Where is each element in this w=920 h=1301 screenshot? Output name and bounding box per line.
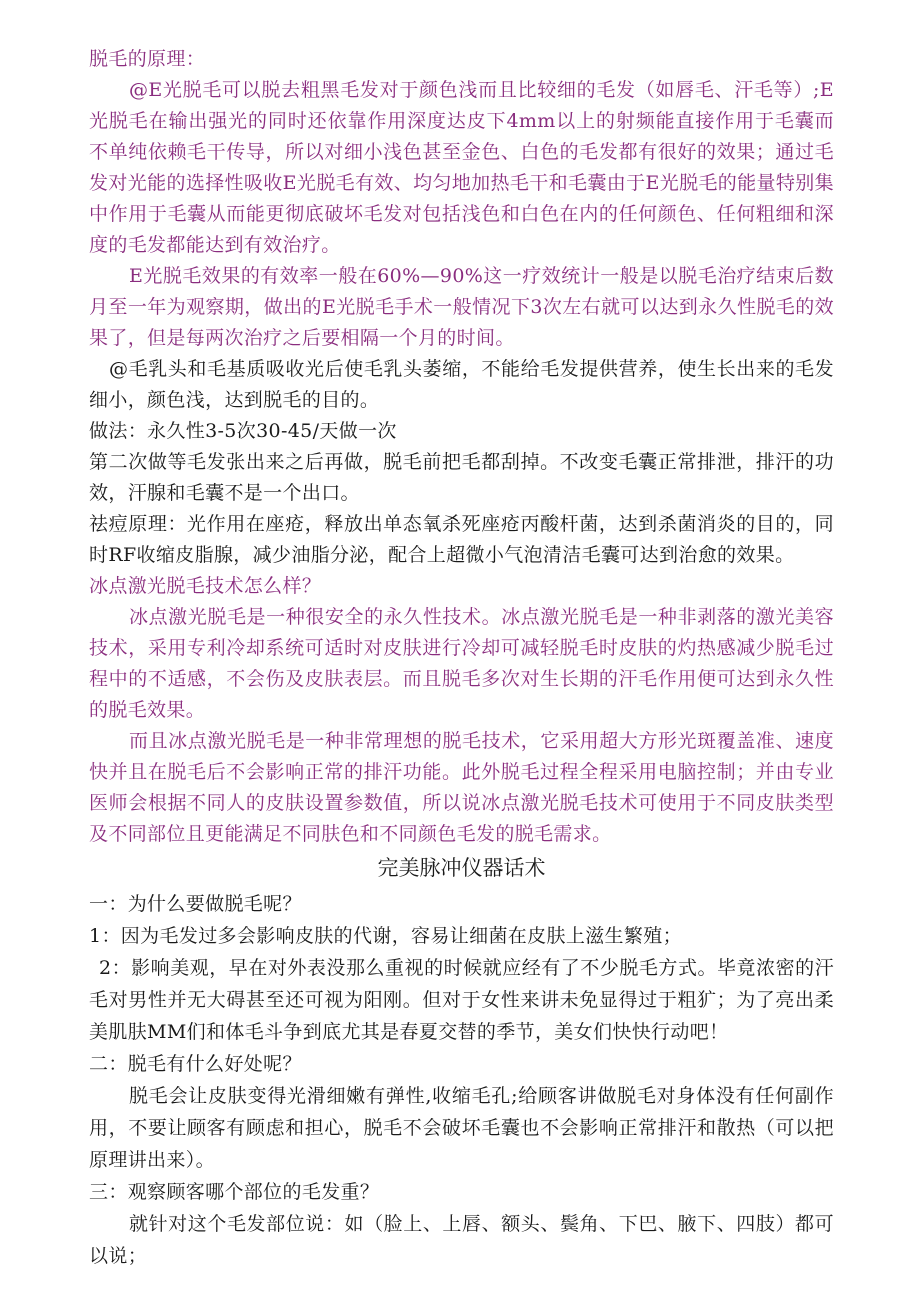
ice-laser-paragraph-1: 冰点激光脱毛是一种很安全的永久性技术。冰点激光脱毛是一种非剥落的激光美容技术，采用专利冷却系统可适时对皮肤进行冷却可减轻脱毛时皮肤的灼热感减少脱毛过程中的不适感，不会伤及皮肤表层。而且脱毛多次对生长期的汗毛作用便可达到永久性的脱毛效果。 [89,606,834,721]
section-title: 完美脉冲仪器话术 [377,856,546,880]
hair-removal-principle-heading: 脱毛的原理： [89,48,206,70]
second-session-paragraph: 第二次做等毛发张出来之后再做，脱毛前把毛都刮掉。不改变毛囊正常排泄，排汗的功效，汗腺和毛囊不是一个出口。 [89,451,834,504]
question-3: 三：观察顾客哪个部位的毛发重？ [89,1181,380,1203]
answer-1-item-2: 2：影响美观，早在对外表没那么重视的时候就应经有了不少脱毛方式。毕竟浓密的汗毛对男性并无大碍甚至还可视为阳刚。但对于女性来讲未免显得过于粗犷；为了亮出柔美肌肤MM们和体毛斗争到底尤其是春夏交替的季节，美女们快快行动吧！ [89,957,834,1043]
e-light-efficacy-paragraph: E光脱毛效果的有效率一般在60%—90%这一疗效统计一般是以脱毛治疗结束后数月至一年为观察期，做出的E光脱毛手术一般情况下3次左右就可以达到永久性脱毛的效果了，但是每两次治疗之后要相隔一个月的时间。 [89,265,834,349]
answer-2: 脱毛会让皮肤变得光滑细嫩有弹性,收缩毛孔;给顾客讲做脱毛对身体没有任何副作用，不要让顾客有顾虑和担心，脱毛不会破坏毛囊也不会影响正常排汗和散热（可以把原理讲出来）。 [89,1085,834,1171]
answer-1-item-1: 1：因为毛发过多会影响皮肤的代谢，容易让细菌在皮肤上滋生繁殖； [89,925,682,947]
ice-laser-paragraph-2: 而且冰点激光脱毛是一种非常理想的脱毛技术，它采用超大方形光斑覆盖准、速度快并且在脱毛后不会影响正常的排汗功能。此外脱毛过程全程采用电脑控制；并由专业医师会根据不同人的皮肤设置参数值，所以说冰点激光脱毛技术可使用于不同皮肤类型及不同部位且更能满足不同肤色和不同颜色毛发的脱毛需求。 [89,730,834,845]
method-paragraph: 做法：永久性3-5次30-45/天做一次 [89,420,397,442]
acne-principle-paragraph: 祛痘原理：光作用在座疮，释放出单态氧杀死座疮丙酸杆菌，达到杀菌消炎的目的，同时RF收缩皮脂腺，减少油脂分泌，配合上超微小气泡清洁毛囊可达到治愈的效果。 [89,513,834,566]
answer-3: 就针对这个毛发部位说：如（脸上、上唇、额头、鬓角、下巴、腋下、四肢）都可以说； [89,1213,834,1267]
qa-section [89,888,834,1272]
question-2: 二：脱毛有什么好处呢？ [89,1053,302,1075]
ice-laser-heading: 冰点激光脱毛技术怎么样？ [89,575,322,597]
e-light-principle-paragraph: @E光脱毛可以脱去粗黑毛发对于颜色浅而且比较细的毛发（如唇毛、汗毛等）;E光脱毛在输出强光的同时还依靠作用深度达皮下4mm以上的射频能直接作用于毛囊而不单纯依赖毛干传导，所以对细小浅色甚至金色、白色的毛发都有很好的效果；通过毛发对光能的选择性吸收E光脱毛有效、均匀地加热毛干和毛囊由于E光脱毛的能量特别集中作用于毛囊从而能更彻底破坏毛发对包括浅色和白色在内的任何颜色、任何粗细和深度的毛发都能达到有效治疗。 [89,79,834,256]
papilla-principle-paragraph: @毛乳头和毛基质吸收光后使毛乳头萎缩，不能给毛发提供营养，使生长出来的毛发细小，颜色浅，达到脱毛的目的。 [89,358,834,411]
question-1: 一：为什么要做脱毛呢？ [89,893,302,915]
